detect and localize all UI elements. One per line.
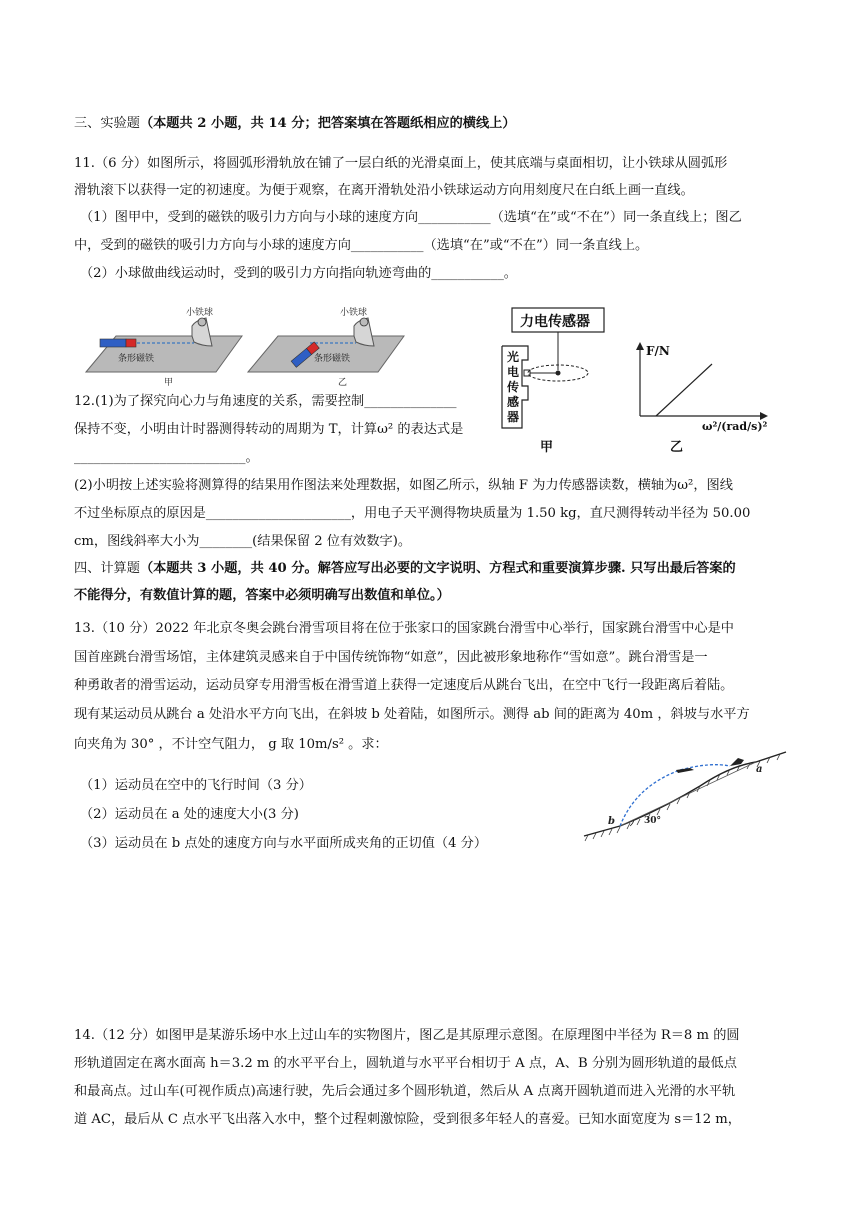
q13-sub-2: （2）运动员在 a 处的速度大小(3 分) <box>80 807 299 822</box>
q12-line-4: (2)小明按上述实验将测算得的结果用作图法来处理数据，如图乙所示，纵轴 F 为力传感器读数，横轴为ω²，图线 <box>74 478 733 493</box>
q13-line-3: 种勇敢者的滑雪运动，运动员穿专用滑雪板在滑雪道上获得一定速度后从跳台飞出，在空中飞行一段距离后着陆。 <box>74 678 734 693</box>
q11-magnet-label-b: 条形磁铁 <box>314 354 351 364</box>
q13-figure <box>580 746 790 842</box>
section-4-title: 四、计算题 <box>74 561 140 576</box>
q12-line-5: 不过坐标原点的原因是______________________，用电子天平测得物块质量为 1.50 kg，直尺测得转动半径为 50.00 <box>74 506 751 521</box>
q11-line-5: （2）小球做曲线运动时，受到的吸引力方向指向轨迹弯曲的___________。 <box>80 266 517 281</box>
q13-line-1: 13.（10 分）2022 年北京冬奥会跳台滑雪项目将在位于张家口的国家跳台滑雪中心举行，国家跳台滑雪中心是中 <box>74 621 734 636</box>
q11-ball-label-a: 小铁球 <box>186 308 214 318</box>
q13-line-4: 现有某运动员从跳台 a 处沿水平方向飞出，在斜坡 b 处着陆，如图所示。测得 ab 间的距离为 40m ，斜坡与水平方 <box>74 707 750 722</box>
photo-sensor-char: 光 <box>506 350 519 364</box>
q12-line-1: 12.(1)为了探究向心力与角速度的关系，需要控制______________ <box>74 394 457 409</box>
q12-figure-a <box>500 306 620 458</box>
photo-sensor-char: 器 <box>506 410 519 424</box>
q12-x-axis-label: ω²/(rad/s)² <box>702 420 768 433</box>
q12-y-axis-label: F/N <box>646 344 670 358</box>
q11-figure-b <box>246 308 406 388</box>
q14-line-1: 14.（12 分）如图甲是某游乐场中水上过山车的实物图片，图乙是其原理示意图。在原理图中半径为 R＝8 m 的圆 <box>74 1028 740 1043</box>
section-4-heading <box>74 559 736 579</box>
q11-line-1: 11.（6 分）如图所示，将圆弧形滑轨放在铺了一层白纸的光滑桌面上，使其底端与桌面相切，让小铁球从圆弧形 <box>74 156 728 171</box>
section-3-title: 三、实验题 <box>74 116 140 131</box>
q12-graph-line <box>656 364 712 416</box>
q12-line-6: cm，图线斜率大小为________(结果保留 2 位有效数字)。 <box>74 534 412 549</box>
q12-fig-b-caption: 乙 <box>670 440 684 455</box>
q13-sub-3: （3）运动员在 b 点处的速度方向与水平面所成夹角的正切值（4 分） <box>80 836 488 851</box>
photo-sensor-char: 电 <box>506 365 519 379</box>
photo-sensor-char: 感 <box>506 395 519 409</box>
section-3-note: （本题共 2 小题，共 14 分；把答案填在答题纸相应的横线上） <box>139 116 516 131</box>
q12-figure-b <box>630 340 790 458</box>
q12-photo-sensor-label <box>504 350 522 425</box>
section-4-note-2: 不能得分，有数值计算的题，答案中必须明确写出数值和单位。） <box>74 588 450 603</box>
q12-line-3: __________________________。 <box>74 450 259 465</box>
photo-sensor-char: 传 <box>506 380 519 394</box>
q11-fig-a-caption: 甲 <box>164 378 174 388</box>
q11-line-3: （1）图甲中，受到的磁铁的吸引力方向与小球的速度方向___________（选填“在”或“不在”）同一条直线上；图乙 <box>80 210 742 225</box>
q11-fig-b-caption: 乙 <box>338 378 348 388</box>
q11-figure-a <box>84 308 244 388</box>
q12-line-2: 保持不变，小明由计时器测得转动的周期为 T，计算ω² 的表达式是 <box>74 422 464 437</box>
q13-fig-b-label: b <box>608 816 615 827</box>
q14-line-4: 道 AC，最后从 C 点水平飞出落入水中，整个过程刺激惊险，受到很多年轻人的喜爱。已知水面宽度为 s＝12 m， <box>74 1112 741 1127</box>
q14-line-2: 形轨道固定在离水面高 h＝3.2 m 的水平平台上，圆轨道与水平平台相切于 A 点，A、B 分别为圆形轨道的最低点 <box>74 1056 737 1071</box>
q11-line-4: 中，受到的磁铁的吸引力方向与小球的速度方向___________（选填“在”或“不在”）同一条直线上。 <box>74 238 649 253</box>
q11-ball-label-b: 小铁球 <box>340 308 368 318</box>
q12-force-sensor-label: 力电传感器 <box>520 314 590 330</box>
q13-fig-a-label: a <box>756 764 763 775</box>
q11-line-2: 滑轨滚下以获得一定的初速度。为便于观察，在离开滑轨处沿小铁球运动方向用刻度尺在白纸上画一直线。 <box>74 183 694 198</box>
section-4-note-1: （本题共 3 小题，共 40 分。解答应写出必要的文字说明、方程式和重要演算步骤. 只写出最后答案的 <box>139 561 736 576</box>
q14-line-3: 和最高点。过山车(可视作质点)高速行驶，先后会通过多个圆形轨道，然后从 A 点离开圆轨道而进入光滑的水平轨 <box>74 1084 736 1099</box>
section-3-heading <box>74 114 516 134</box>
q13-line-2: 国首座跳台滑雪场馆，主体建筑灵感来自于中国传统饰物“如意”，因此被形象地称作“雪如意”。跳台滑雪是一 <box>74 650 708 665</box>
q12-fig-a-caption: 甲 <box>540 440 554 455</box>
q11-magnet-label-a: 条形磁铁 <box>118 354 155 364</box>
q13-fig-angle-label: 30° <box>644 816 662 826</box>
q13-sub-1: （1）运动员在空中的飞行时间（3 分） <box>80 778 312 793</box>
q13-line-5: 向夹角为 30° ，不计空气阻力， g 取 10m/s² 。求： <box>74 737 388 752</box>
